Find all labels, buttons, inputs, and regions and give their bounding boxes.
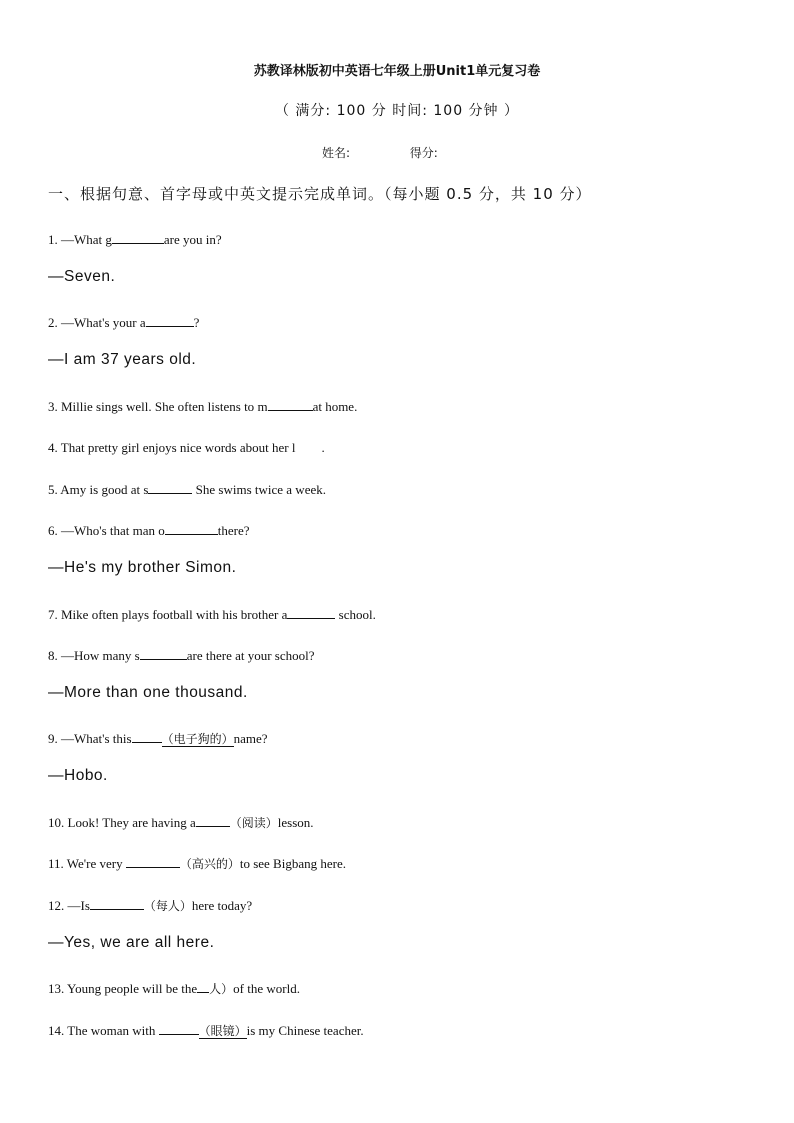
hint-letter: a <box>281 607 288 622</box>
question-3: 3. Millie sings well. She often listens to m at home. <box>48 396 357 415</box>
page-title: 苏教译林版初中英语七年级上册Unit1单元复习卷 <box>253 64 541 79</box>
answer-6: —He's my brother Simon. <box>48 559 237 576</box>
answer-blank[interactable] <box>132 728 162 743</box>
chinese-hint: 人） <box>209 982 234 996</box>
answer-blank[interactable] <box>159 1020 199 1035</box>
exam-subtitle: （ 满分: 100 分 时间: 100 分钟 ） <box>274 103 520 119</box>
answer-blank[interactable] <box>268 396 313 411</box>
question-8: 8. —How many s are there at your school? <box>48 645 315 664</box>
question-12: 12. —Is （每人）here today? <box>48 895 252 914</box>
answer-blank[interactable] <box>295 437 321 452</box>
answer-9: —Hobo. <box>48 767 108 784</box>
hint-letter: a <box>190 815 196 830</box>
hint-letter: s <box>143 482 149 497</box>
question-9: 9. —What's this （电子狗的）name? <box>48 728 268 747</box>
score-label: 得分: <box>409 146 438 160</box>
student-info <box>322 144 438 161</box>
answer-blank[interactable] <box>165 520 218 535</box>
hint-letter: a <box>139 315 146 330</box>
answer-blank[interactable] <box>148 479 192 494</box>
chinese-hint: （高兴的） <box>179 857 240 871</box>
answer-blank[interactable] <box>197 978 209 993</box>
answer-blank[interactable] <box>140 645 187 660</box>
question-4: 4. That pretty girl enjoys nice words about her l . <box>48 437 325 456</box>
hint-letter: m <box>257 399 268 414</box>
answer-blank[interactable] <box>287 604 335 619</box>
chinese-hint: （眼镜） <box>198 1024 247 1038</box>
chinese-hint: （电子狗的） <box>161 732 234 746</box>
question-5: 5. Amy is good at s She swims twice a week. <box>48 479 326 498</box>
question-14: 14. The woman with （眼镜）is my Chinese teacher. <box>48 1020 364 1039</box>
chinese-hint: （每人） <box>143 899 192 913</box>
question-2: 2. —What's your a ? <box>48 312 199 331</box>
hint-letter: o <box>158 523 165 538</box>
question-6: 6. —Who's that man o there? <box>48 520 250 539</box>
question-1: 1. —What g are you in? <box>48 229 222 248</box>
chinese-hint: （阅读） <box>229 816 278 830</box>
name-label: 姓名: <box>322 146 351 160</box>
answer-blank[interactable] <box>146 312 194 327</box>
answer-8: —More than one thousand. <box>48 684 248 701</box>
answer-2: —I am 37 years old. <box>48 351 197 368</box>
answer-1: —Seven. <box>48 268 116 285</box>
question-13: 13. Young people will be the 人）of the world. <box>48 978 300 997</box>
answer-12: —Yes, we are all here. <box>48 934 215 951</box>
section-heading: 一、根据句意、首字母或中英文提示完成单词。（每小题 0.5 分，共 10 分） <box>48 185 592 203</box>
answer-blank[interactable] <box>112 229 164 244</box>
question-11: 11. We're very （高兴的）to see Bigbang here. <box>48 853 346 872</box>
answer-blank[interactable] <box>90 895 144 910</box>
answer-blank[interactable] <box>126 853 180 868</box>
hint-letter: s <box>134 648 140 663</box>
answer-blank[interactable] <box>196 812 230 827</box>
question-7: 7. Mike often plays football with his brother a school. <box>48 604 376 623</box>
hint-letter: g <box>105 232 112 247</box>
question-10: 10. Look! They are having a （阅读）lesson. <box>48 812 314 831</box>
